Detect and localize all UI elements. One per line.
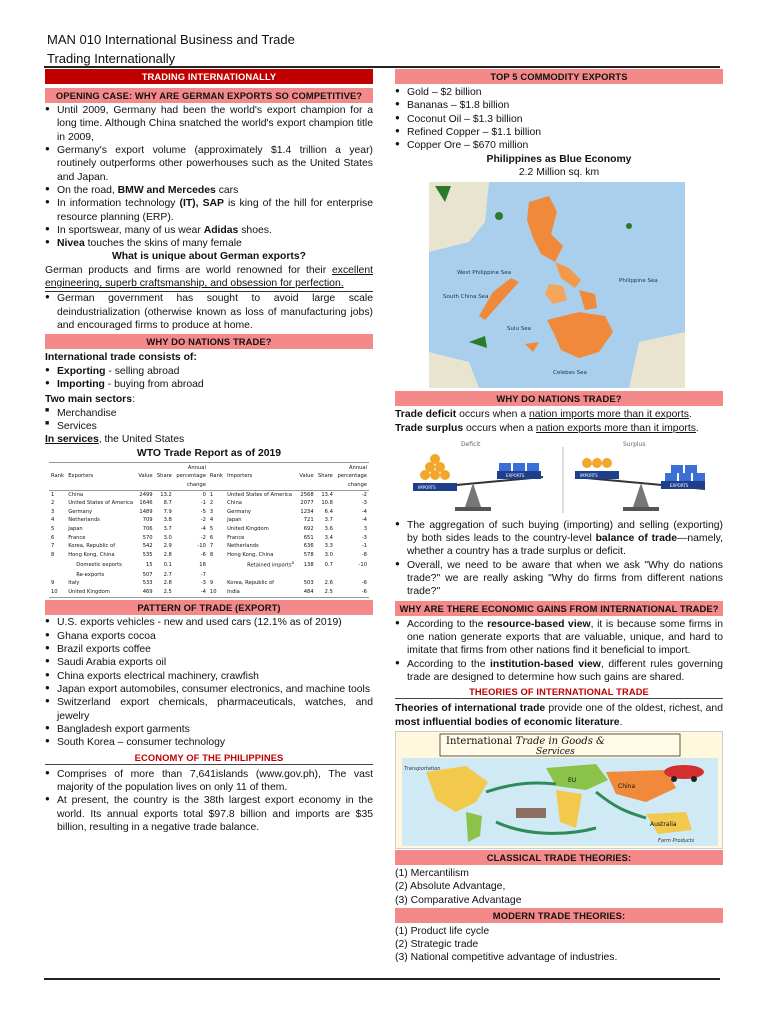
svg-text:Farm Products: Farm Products (658, 837, 695, 844)
list-item: ■ Services (45, 420, 373, 433)
table-row: 3 Germany 1489 7.9 -5 3 Germany 1234 6.4 -4 (51, 508, 367, 515)
list-item: ● At present, the country is the 38th largest export economy in the world. Its annual exports total $97.8 billion and imports are $35 billion, resulting in a negative trade balance. (45, 794, 373, 834)
list-item: ● Ghana exports cocoa (45, 630, 373, 643)
left-column (45, 69, 373, 834)
top5-list (395, 86, 723, 153)
why-nations-trade-bar: WHY DO NATIONS TRADE? (45, 334, 373, 349)
gov-list (45, 292, 373, 332)
table-row: 6 France 570 3.0 -2 6 France 651 3.4 -3 (51, 534, 367, 541)
map-label-south: South China Sea (443, 294, 489, 301)
trading-internationally-bar: TRADING INTERNATIONALLY (45, 69, 373, 84)
deficit-scale-icon (413, 454, 543, 511)
gains-list (395, 618, 723, 685)
top5-bar: TOP 5 COMMODITY EXPORTS (395, 69, 723, 84)
list-item: ● Comprises of more than 7,641islands (www.gov.ph), The vast majority of the population lives on only 11 of them. (45, 768, 373, 795)
list-item: ● Importing - buying from abroad (45, 378, 373, 391)
list-item: ● Coconut Oil – $1.3 billion (395, 113, 723, 126)
opening-case-list (45, 104, 373, 250)
list-item: ■ Merchandise (45, 407, 373, 420)
list-item: ● German government has sought to avoid large scale deindustrialization (otherwise known as loss of manufacturing jobs) and encouraged firms to produce at home. (45, 292, 373, 332)
table-row: Domestic exports 15 0.1 18 Retained imports$^a$ 138 0.7 -10 (76, 560, 367, 570)
svg-text:Transportation: Transportation (404, 765, 441, 772)
theories-text: Theories of international trade provide one of the oldest, richest, and most influential bodies of economic literature. (395, 703, 723, 728)
list-item: ● Switzerland export chemicals, pharmaceuticals, watches, and jewelry (45, 696, 373, 723)
svg-text:International Trade in Goods &: International Trade in Goods & (446, 735, 605, 747)
philippines-map (429, 182, 685, 388)
list-item: ● U.S. exports vehicles - new and used cars (12.1% as of 2019) (45, 616, 373, 629)
table-row: 9 Italy 533 2.8 -3 9 Korea, Republic of 503 2.6 -6 (51, 580, 367, 587)
svg-text:China: China (618, 782, 636, 790)
list-item: ● Refined Copper – $1.1 billion (395, 126, 723, 139)
surplus-label: Surplus (623, 440, 646, 448)
consists-heading: International trade consists of: (45, 352, 197, 364)
page-header (47, 30, 295, 68)
trade-types-list (45, 365, 373, 392)
classical-list (395, 867, 723, 907)
svg-text:EU: EU (568, 776, 577, 784)
economic-gains-bar: WHY ARE THERE ECONOMIC GAINS FROM INTERNATIONAL TRADE? (395, 601, 723, 616)
pattern-of-trade-bar: PATTERN OF TRADE (EXPORT) (45, 600, 373, 615)
economy-list (45, 768, 373, 835)
list-item: (2) Strategic trade (395, 939, 479, 951)
table-row: 1 China 2499 13.2 0 1 United States of America 2568 13.4 -2 (51, 491, 367, 498)
footer-rule (44, 978, 720, 980)
list-item: (3) National competitive advantage of industries. (395, 952, 618, 964)
balance-scale-illustration (403, 437, 715, 519)
list-item: ● Germany's export volume (approximately $1.4 trillion a year) routinely outperforms other powerhouses such as the United States and Japan. (45, 144, 373, 184)
why-nations-trade-bar-2: WHY DO NATIONS TRADE? (395, 391, 723, 406)
header-rule (44, 66, 720, 68)
list-item: (1) Product life cycle (395, 925, 490, 937)
trade-poster-illustration (395, 731, 723, 849)
wto-title: WTO Trade Report as of 2019 (136, 447, 282, 459)
list-item: (3) Comparative Advantage (395, 894, 522, 906)
list-item: ● According to the resource-based view, it is because some firms in one nation generate exports that are valuable, unique, and hard to imitate that firms from other nations find it beneficial to import. (395, 618, 723, 658)
list-item: ● According to the institution-based view, different rules governing trade are designed to determine how such gains are shared. (395, 658, 723, 685)
map-label-sea: Philippine Sea (619, 278, 658, 285)
course-title: MAN 010 International Business and Trade (47, 32, 295, 47)
svg-text:IMPORTS: IMPORTS (580, 472, 598, 478)
economy-bar: ECONOMY OF THE PHILIPPINES (45, 750, 373, 765)
modern-theories-bar: MODERN TRADE THEORIES: (395, 908, 723, 923)
list-item: ● South Korea – consumer technology (45, 736, 373, 749)
balance-list (395, 519, 723, 599)
list-item: ● Brazil exports coffee (45, 643, 373, 656)
table-row: 8 Hong Kong, China 535 2.8 -6 8 Hong Kong, China 578 3.0 -8 (51, 551, 367, 558)
unique-heading: What is unique about German exports? (112, 251, 306, 263)
list-item: ● Overall, we need to be aware that when we ask "Why do nations trade?" we are really asking "Why do firms from different nations trade?" (395, 559, 723, 599)
list-item: ● In sportswear, many of us wear Adidas shoes. (45, 224, 373, 237)
classical-theories-bar: CLASSICAL TRADE THEORIES: (395, 850, 723, 865)
list-item: ● The aggregation of such buying (importing) and selling (exporting) by both sides leads to the country-level balance of trade—namely, whether a country has a trade surplus or deficit. (395, 519, 723, 559)
svg-text:EXPORTS: EXPORTS (506, 472, 525, 478)
surplus-line: Trade surplus occurs when a nation exports more than it imports. (395, 422, 699, 434)
map-label-sulu: Sulu Sea (507, 326, 531, 333)
surplus-scale-icon (575, 458, 705, 511)
svg-text:IMPORTS: IMPORTS (418, 484, 436, 490)
table-row: 10 United Kingdom 469 2.5 -4 10 India 484 2.5 -6 (51, 588, 367, 595)
sectors-list (45, 407, 373, 434)
right-column (395, 69, 723, 965)
list-item: ● Exporting - selling abroad (45, 365, 373, 378)
blue-economy-sub: 2.2 Million sq. km (518, 166, 600, 178)
modern-list (395, 925, 723, 965)
table-row: Re-exports 507 2.7 -7 (76, 571, 206, 578)
wto-table: Annual Annual Rank Exporters Value Share percentage Rank Importers Value Share percentage change change 1 China 2499 13.2 0 1 United States of America 2568 13.4 -2 2 United States of America 1646 8.7 -1 2 China 2077 10.8 -3 3 Germany 1489 7.9 -5 3 Germany 1234 6.4 -4 4 Netherlands 709 3.8 -2 4 Japan 721 3.7 -4 5 Japan 706 3.7 -4 5 United Kingdom 692 3.6 3 6 France 570 3.0 -2 6 France 651 3.4 -3 7 Korea, Republic of 542 2.9 -10 7 Netherlands 636 3.3 -1 8 Hong Kong, China 535 2.8 -6 8 Hong Kong, China 578 3.0 -8 Domestic exports 15 0.1 18 Retained imports$^a$ 138 0.7 -10 Re-exports 507 2.7 -7 9 Italy 533 2.8 -3 9 Korea, Republic of 503 2.6 -6 10 United Kingdom 469 2.5 -4 10 India 484 2.5 -6 (49, 462, 369, 599)
svg-text:Services: Services (536, 746, 575, 757)
map-label-west: West Philippine Sea (457, 270, 512, 277)
list-item: ● Bangladesh export garments (45, 723, 373, 736)
svg-text:Australia: Australia (650, 820, 677, 828)
list-item: ● Gold – $2 billion (395, 86, 723, 99)
list-item: ● China exports electrical machinery, crawfish (45, 670, 373, 683)
topic-title: Trading Internationally (47, 51, 176, 66)
list-item: ● Copper Ore – $670 million (395, 139, 723, 152)
sectors-heading: Two main sectors: (45, 394, 135, 406)
theories-bar: THEORIES OF INTERNATIONAL TRADE (395, 684, 723, 699)
list-item: ● Japan export automobiles, consumer electronics, and machine tools (45, 683, 373, 696)
list-item: ● Bananas – $1.8 billion (395, 99, 723, 112)
svg-text:EXPORTS: EXPORTS (670, 482, 689, 488)
pattern-list (45, 616, 373, 749)
map-label-celebes: Celebes Sea (553, 370, 587, 377)
deficit-label: Deficit (461, 440, 481, 448)
list-item: ● Saudi Arabia exports oil (45, 656, 373, 669)
list-item: ● In information technology (IT), SAP is king of the hill for enterprise resource planning (ERP). (45, 197, 373, 224)
list-item: ● On the road, BMW and Mercedes cars (45, 184, 373, 197)
list-item: ● Until 2009, Germany had been the world's export champion for a long time. Although China snatched the world's export champion title in 2009, (45, 104, 373, 144)
blue-economy-title: Philippines as Blue Economy (486, 153, 632, 165)
table-row: 2 United States of America 1646 8.7 -1 2 China 2077 10.8 -3 (51, 500, 367, 507)
in-services-line: In services, the United States (45, 434, 185, 446)
deficit-line: Trade deficit occurs when a nation imports more than it exports. (395, 409, 692, 421)
list-item: (1) Mercantilism (395, 867, 469, 879)
table-row: 7 Korea, Republic of 542 2.9 -10 7 Netherlands 636 3.3 -1 (51, 543, 367, 550)
unique-text: German products and firms are world renowned for their excellent engineering, superb craftsmanship, and obsession for perfection. (45, 264, 373, 290)
table-row: 4 Netherlands 709 3.8 -2 4 Japan 721 3.7 -4 (51, 517, 367, 524)
list-item: (2) Absolute Advantage, (395, 881, 506, 893)
list-item: ● Nivea touches the skins of many female (45, 237, 373, 250)
opening-case-bar: OPENING CASE: WHY ARE GERMAN EXPORTS SO COMPETITIVE? (45, 88, 373, 103)
table-row: 5 Japan 706 3.7 -4 5 United Kingdom 692 3.6 3 (51, 525, 367, 532)
